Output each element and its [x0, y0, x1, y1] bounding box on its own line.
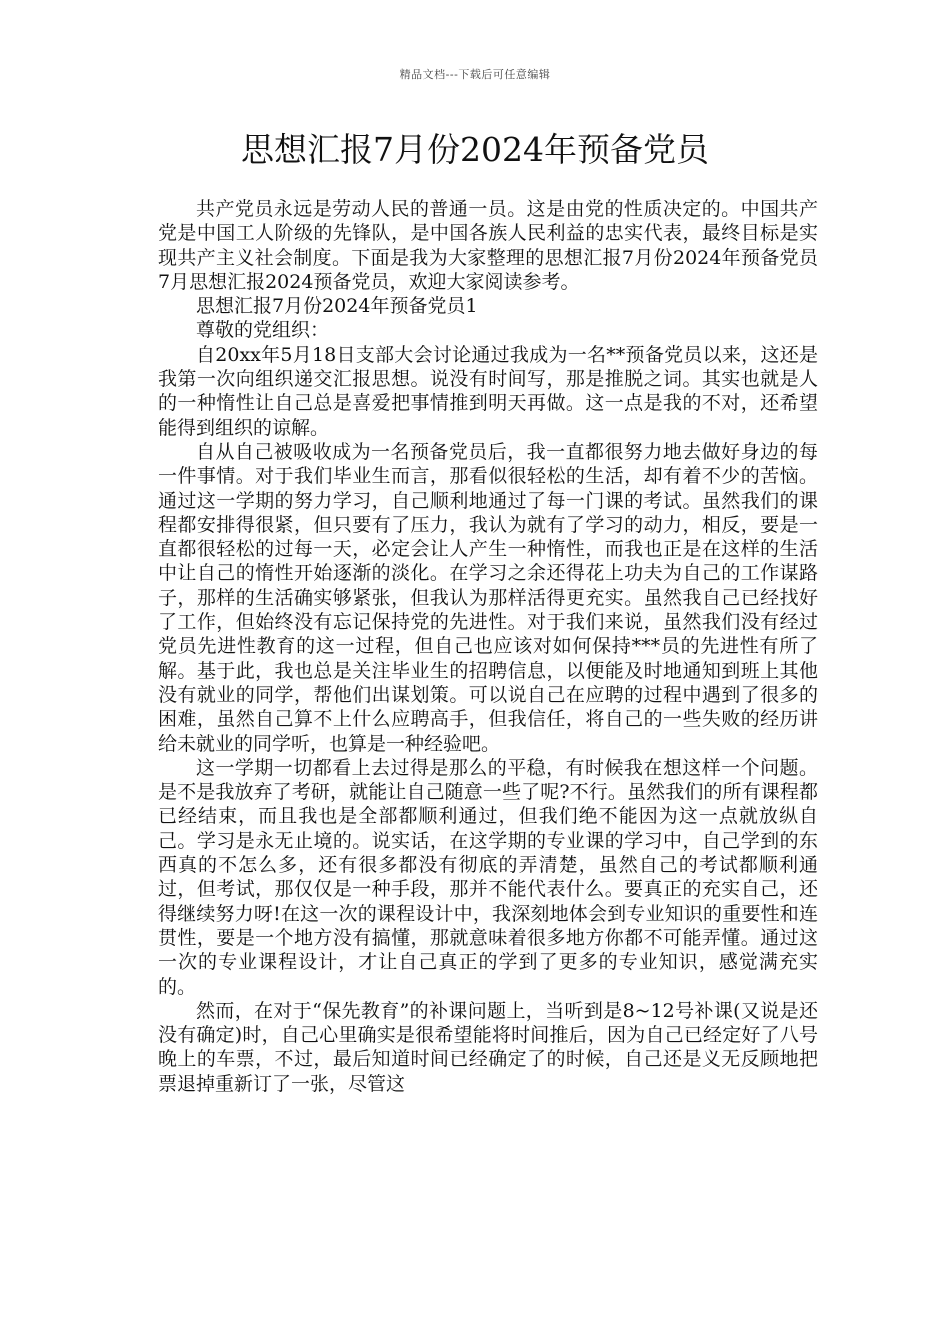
document-title: 思想汇报7月份2024年预备党员 [241, 130, 709, 169]
paragraph-body: 然而，在对于“保先教育”的补课问题上，当听到是8~12号补课(又说是还没有确定)时，自己心里确实是很希望能将时间推后，因为自己已经定好了八号晚上的车票，不过，最后知道时间已经确定了的时候，自己还是义无反顾地把票退掉重新订了一张，尽管这 [158, 999, 818, 1095]
paragraph-salutation: 尊敬的党组织： [196, 319, 330, 342]
paragraph-body: 自20xx年5月18日支部大会讨论通过我成为一名**预备党员以来，这还是我第一次向组织递交汇报思想。说没有时间写，那是推脱之词。其实也就是人的一种惰性让自己总是喜爱把事情推到明天再做。这一点是我的不对，还希望能得到组织的谅解。 [158, 343, 818, 439]
paragraph-section-heading: 思想汇报7月份2024年预备党员1 [196, 295, 478, 318]
paragraph-body: 这一学期一切都看上去过得是那么的平稳，有时候我在想这样一个问题。是不是我放弃了考研，就能让自己随意一些了呢?不行。虽然我们的所有课程都已经结束，而且我也是全部都顺利通过，但我们绝不能因为这一点就放纵自己。学习是永无止境的。说实话，在这学期的专业课的学习中，自己学到的东西真的不怎么多，还有很多都没有彻底的弄清楚，虽然自己的考试都顺利通过，但考试，那仅仅是一种手段，那并不能代表什么。要真正的充实自己，还得继续努力呀!在这一次的课程设计中，我深刻地体会到专业知识的重要性和连贯性，要是一个地方没有搞懂，那就意味着很多地方你都不可能弄懂。通过这一次的专业课程设计，才让自己真正的学到了更多的专业知识，感觉满充实的。 [158, 756, 818, 998]
document-body [158, 197, 818, 1096]
header-note: 精品文档---下载后可任意编辑 [399, 68, 551, 81]
paragraph-body: 自从自己被吸收成为一名预备党员后，我一直都很努力地去做好身边的每一件事情。对于我们毕业生而言，那看似很轻松的生活，却有着不少的苦恼。通过这一学期的努力学习，自己顺利地通过了每一门课的考试。虽然我们的课程都安排得很紧，但只要有了压力，我认为就有了学习的动力，相反，要是一直都很轻松的过每一天，必定会让人产生一种惰性，而我也正是在这样的生活中让自己的惰性开始逐渐的淡化。在学习之余还得花上功夫为自己的工作谋路子，那样的生活确实够紧张，但我认为那样活得更充实。虽然我自己已经找好了工作，但始终没有忘记保持党的先进性。对于我们来说，虽然我们没有经过党员先进性教育的这一过程，但自己也应该对如何保持***员的先进性有所了解。基于此，我也总是关注毕业生的招聘信息，以便能及时地通知到班上其他没有就业的同学，帮他们出谋划策。可以说自己在应聘的过程中遇到了很多的困难，虽然自己算不上什么应聘高手，但我信任，将自己的一些失败的经历讲给未就业的同学听，也算是一种经验吧。 [158, 440, 818, 755]
paragraph-intro: 共产党员永远是劳动人民的普通一员。这是由党的性质决定的。中国共产党是中国工人阶级的先锋队，是中国各族人民利益的忠实代表，最终目标是实现共产主义社会制度。下面是我为大家整理的思想汇报7月份2024年预备党员 7月思想汇报2024预备党员，欢迎大家阅读参考。 [158, 198, 818, 293]
